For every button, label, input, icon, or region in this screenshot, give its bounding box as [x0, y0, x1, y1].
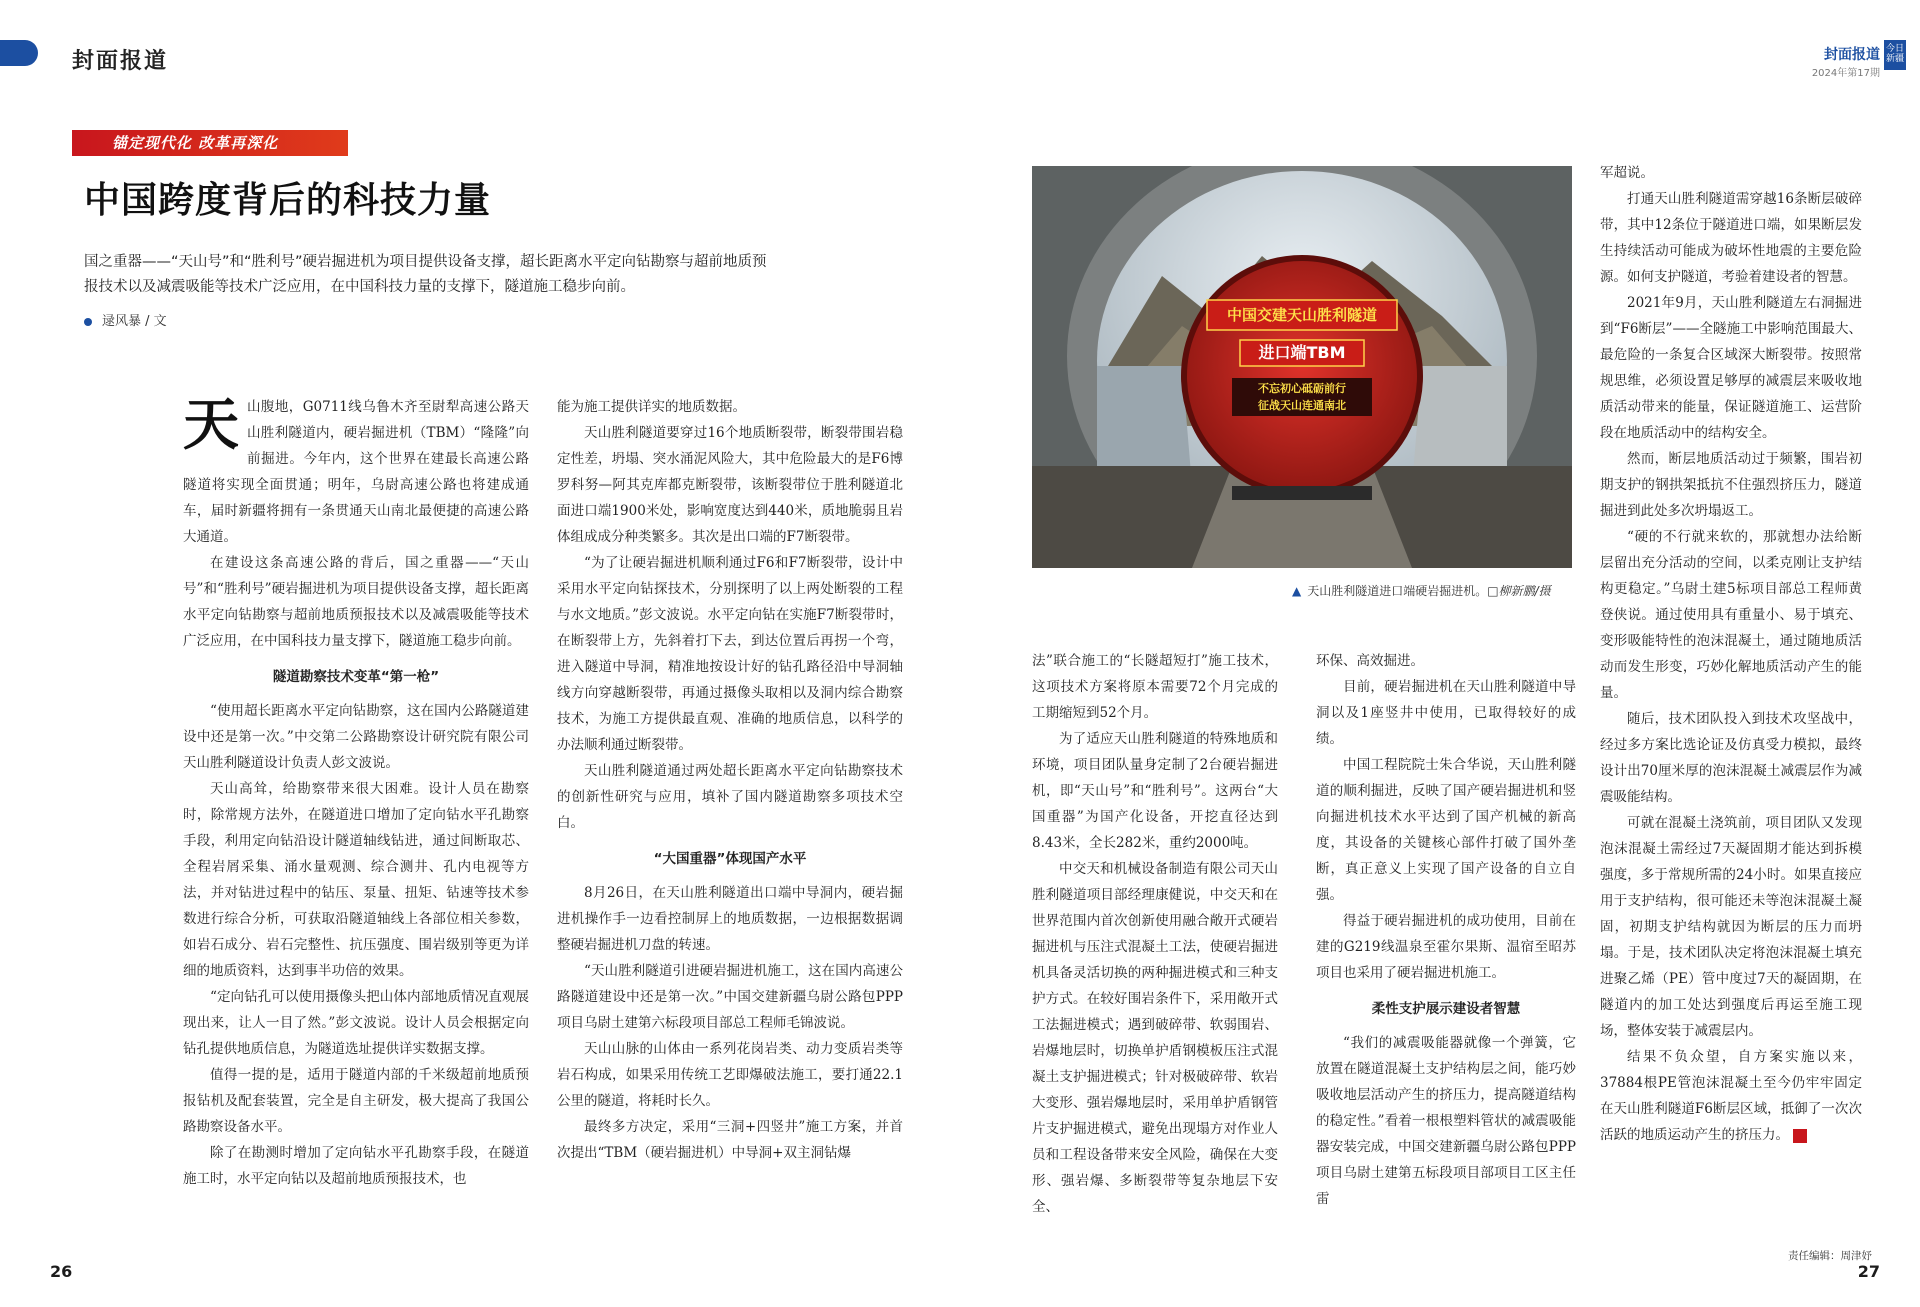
column-1 — [183, 394, 529, 1192]
tbm-sign-line1: 中国交建天山胜利隧道 — [1226, 306, 1377, 324]
triangle-icon: ▲ — [1292, 584, 1302, 598]
paragraph: 环保、高效掘进。 — [1316, 653, 1424, 669]
drop-cap: 天 — [183, 393, 239, 458]
paragraph: 天山腹地，G0711线乌鲁木齐至尉犁高速公路天山胜利隧道内，硬岩掘进机（TBM）“隆隆”向前掘进。今年内，这个世界在建最长高速公路隧道将实现全面贯通；明年，乌尉高速公路也将建成通车，届时新疆将拥有一条贯通天山南北最便捷的高速公路大通道。 — [183, 393, 529, 545]
tbm-sign-line2: 进口端TBM — [1258, 343, 1346, 362]
page-number-right: 27 — [1857, 1262, 1880, 1281]
paragraph: 军超说。 — [1600, 165, 1654, 181]
paragraph: 随后，技术团队投入到技术攻坚战中，经过多方案比选论证及仿真受力模拟，最终设计出70厘米厚的泡沫混凝土减震层作为减震吸能结构。 — [1600, 711, 1862, 805]
article-title: 中国跨度背后的科技力量 — [84, 180, 492, 221]
section-heading: 柔性支护展示建设者智慧 — [1371, 1001, 1521, 1017]
column-2 — [557, 394, 903, 1166]
paragraph: 法”联合施工的“长隧超短打”施工技术，这项技术方案将原本需要72个月完成的工期缩短到52个月。 — [1032, 653, 1278, 721]
article-lead: 国之重器——“天山号”和“胜利号”硬岩掘进机为项目提供设备支撑，超长距离水平定向钻勘察与超前地质预报技术以及减震吸能等技术广泛应用，在中国科技力量的支撑下，隧道施工稳步向前。 — [84, 254, 767, 295]
section-heading: 隧道勘察技术变革“第一枪” — [272, 669, 440, 685]
photo-credit: □柳新鹏/摄 — [1487, 584, 1551, 598]
column-4 — [1316, 648, 1576, 1212]
header-accent-bar — [0, 40, 38, 66]
paragraph: 最终多方决定，采用“三洞+四竖井”施工方案，并首次提出“TBM（硬岩掘进机）中导洞+双主洞钻爆 — [557, 1119, 903, 1161]
paragraph: “我们的减震吸能器就像一个弹簧，它放置在隧道混凝土支护结构层之间，能巧妙吸收地层活动产生的挤压力，提高隧道结构的稳定性。”看着一根根塑料管状的减震吸能器安装完成，中国交建新疆乌尉公路包PPP项目乌尉土建第五标段项目部项目工区主任雷 — [1316, 1035, 1576, 1207]
tbm-illustration — [1032, 166, 1572, 568]
header-right — [1812, 44, 1880, 79]
paragraph: 2021年9月，天山胜利隧道左右洞掘进到“F6断层”——全隧施工中影响范围最大、最危险的一条复合区域深大断裂带。按照常规思维，必须设置足够厚的减震层来吸收地质活动带来的能量，保证隧道施工、运营阶段在地质活动中的结构安全。 — [1600, 295, 1862, 441]
tbm-sign-line3: 不忘初心砥砺前行 — [1258, 382, 1346, 395]
author-name: 逯风暴 / 文 — [102, 314, 167, 329]
paragraph: 结果不负众望，自方案实施以来，37884根PE管泡沫混凝土至今仍牢牢固定在天山胜利隧道F6断层区域，抵御了一次次活跃的地质运动产生的挤压力。 — [1600, 1049, 1862, 1143]
column-5 — [1600, 160, 1862, 1148]
paragraph: 天山高耸，给勘察带来很大困难。设计人员在勘察时，除常规方法外，在隧道进口增加了定向钻水平孔勘察手段，利用定向钻沿设计隧道轴线钻进，通过间断取芯、全程岩屑采集、涌水量观测、综合测井、孔内电视等方法，并对钻进过程中的钻压、泵量、扭矩、钻速等技术参数进行综合分析，可获取沿隧道轴线上各部位相关参数，如岩石成分、岩石完整性、抗压强度、围岩级别等更为详细的地质资料，达到事半功倍的效果。 — [183, 781, 529, 979]
paragraph: 天山山脉的山体由一系列花岗岩类、动力变质岩类等岩石构成，如果采用传统工艺即爆破法施工，要打通22.1公里的隧道，将耗时长久。 — [557, 1041, 903, 1109]
paragraph: 中国工程院院士朱合华说，天山胜利隧道的顺利掘进，反映了国产硬岩掘进机和竖向掘进机技术水平达到了国产机械的新高度，其设备的关键核心部件打破了国外垄断，真正意义上实现了国产设备的自立自强。 — [1316, 757, 1576, 903]
tbm-photo — [1032, 166, 1572, 568]
issue-label: 2024年第17期 — [1811, 68, 1880, 79]
page-number-left: 26 — [50, 1262, 73, 1281]
magazine-logo: 今日 新疆 — [1884, 40, 1906, 70]
paragraph: 目前，硬岩掘进机在天山胜利隧道中导洞以及1座竖井中使用，已取得较好的成绩。 — [1316, 679, 1576, 747]
section-label-right: 封面报道 — [1824, 47, 1880, 63]
paragraph: 在建设这条高速公路的背后，国之重器——“天山号”和“胜利号”硬岩掘进机为项目提供设备支撑，超长距离水平定向钻勘察与超前地质预报技术以及减震吸能等技术广泛应用，在中国科技力量支撑下，隧道施工稳步向前。 — [183, 555, 529, 649]
column-tag: 锚定现代化 改革再深化 — [72, 130, 348, 156]
paragraph: 得益于硬岩掘进机的成功使用，目前在建的G219线温泉至霍尔果斯、温宿至昭苏项目也采用了硬岩掘进机施工。 — [1316, 913, 1576, 981]
author-line — [84, 310, 167, 329]
paragraph: 值得一提的是，适用于隧道内部的千米级超前地质预报钻机及配套装置，完全是自主研发，极大提高了我国公路勘察设备水平。 — [183, 1067, 529, 1135]
paragraph: “硬的不行就来软的，那就想办法给断层留出充分活动的空间，以柔克刚让支护结构更稳定。”乌尉土建5标项目部总工程师黄登侠说。通过使用具有重量小、易于填充、变形吸能特性的泡沫混凝土，通过随地质活动而发生形变，巧妙化解地质活动产生的能量。 — [1600, 529, 1862, 701]
paragraph: 打通天山胜利隧道需穿越16条断层破碎带，其中12条位于隧道进口端，如果断层发生持续活动可能成为破坏性地震的主要危险源。如何支护隧道，考验着建设者的智慧。 — [1600, 191, 1862, 285]
tbm-sign-line4: 征战天山连通南北 — [1258, 399, 1346, 412]
section-label-left: 封面报道 — [72, 48, 169, 74]
paragraph: “定向钻孔可以使用摄像头把山体内部地质情况直观展现出来，让人一目了然。”彭文波说。设计人员会根据定向钻孔提供地质信息，为隧道选址提供详实数据支撑。 — [183, 989, 529, 1057]
paragraph: 天山胜利隧道要穿过16个地质断裂带，断裂带围岩稳定性差，坍塌、突水涌泥风险大，其中危险最大的是F6博罗科努—阿其克库都克断裂带，该断裂带位于胜利隧道北面进口端1900米处，影响宽度达到440米，质地脆弱且岩体组成成分种类繁多。其次是出口端的F7断裂带。 — [557, 425, 903, 545]
paragraph: 中交天和机械设备制造有限公司天山胜利隧道项目部经理康健说，中交天和在世界范围内首次创新使用融合敞开式硬岩掘进机与压注式混凝土工法，使硬岩掘进机具备灵活切换的两种掘进模式和三种支护方式。在较好围岩条件下，采用敞开式工法掘进模式；遇到破碎带、软弱围岩、岩爆地层时，切换单护盾钢模板压注式混凝土支护掘进模式；针对极破碎带、软岩大变形、强岩爆地层时，采用单护盾钢管片支护掘进模式，避免出现塌方对作业人员和工程设备带来安全风险，确保在大变形、强岩爆、多断裂带等复杂地层下安全、 — [1032, 861, 1278, 1215]
paragraph: “天山胜利隧道引进硬岩掘进机施工，这在国内高速公路隧道建设中还是第一次。”中国交建新疆乌尉公路包PPP项目乌尉土建第六标段项目部总工程师毛锦波说。 — [557, 963, 903, 1031]
paragraph: 可就在混凝土浇筑前，项目团队又发现泡沫混凝土需经过7天凝固期才能达到拆模强度，多于常规所需的24小时。如果直接应用于支护结构，很可能还未等泡沫混凝土凝固，初期支护结构就因为断层的压力而坍塌。于是，技术团队决定将泡沫混凝土填充进聚乙烯（PE）管中度过7天的凝固期，在隧道内的加工处达到强度后再运至施工现场，整体安装于减震层内。 — [1600, 815, 1862, 1039]
paragraph: 8月26日，在天山胜利隧道出口端中导洞内，硬岩掘进机操作手一边看控制屏上的地质数据，一边根据数据调整硬岩掘进机刀盘的转速。 — [557, 885, 903, 953]
paragraph: 除了在勘测时增加了定向钻水平孔勘察手段，在隧道施工时，水平定向钻以及超前地质预报技术，也 — [183, 1145, 529, 1187]
paragraph: 天山胜利隧道通过两处超长距离水平定向钻勘察技术的创新性研究与应用，填补了国内隧道勘察多项技术空白。 — [557, 763, 903, 831]
bullet-icon — [84, 318, 92, 326]
paragraph: 能为施工提供详实的地质数据。 — [557, 399, 746, 415]
column-3 — [1032, 648, 1278, 1220]
paragraph: 为了适应天山胜利隧道的特殊地质和环境，项目团队量身定制了2台硬岩掘进机，即“天山号”和“胜利号”。这两台“大国重器”为国产化设备，开挖直径达到8.43米，全长282米，重约2000吨。 — [1032, 731, 1278, 851]
paragraph: “使用超长距离水平定向钻勘察，这在国内公路隧道建设中还是第一次。”中交第二公路勘察设计研究院有限公司天山胜利隧道设计负责人彭文波说。 — [183, 703, 529, 771]
section-heading: “大国重器”体现国产水平 — [653, 851, 807, 867]
photo-caption: ▲ 天山胜利隧道进口端硬岩掘进机。□柳新鹏/摄 — [1292, 584, 1551, 598]
end-mark-icon — [1793, 1129, 1807, 1143]
paragraph: “为了让硬岩掘进机顺利通过F6和F7断裂带，设计中采用水平定向钻探技术，分别探明了以上两处断裂的工程与水文地质。”彭文波说。水平定向钻在实施F7断裂带时，在断裂带上方，先斜着打下去，到达位置后再拐一个弯，进入隧道中导洞，精准地按设计好的钻孔路径沿中导洞轴线方向穿越断裂带，再通过摄像头取相以及洞内综合勘察技术，为施工方提供最直观、准确的地质信息，以科学的办法顺利通过断裂带。 — [557, 555, 903, 753]
editor-credit: 责任编辑：周津妤 — [1788, 1250, 1872, 1262]
paragraph: 然而，断层地质活动过于频繁，围岩初期支护的钢拱架抵抗不住强烈挤压力，隧道掘进到此处多次坍塌返工。 — [1600, 451, 1862, 519]
